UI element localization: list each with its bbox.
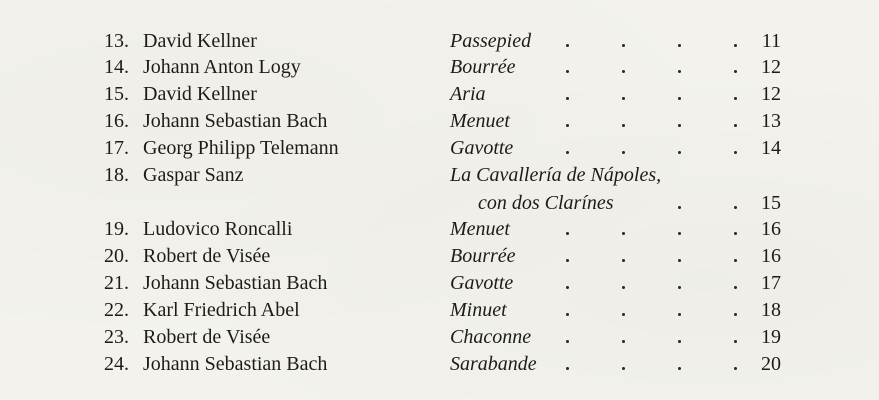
entry-composer: Johann Sebastian Bach [143,110,328,132]
entry-composer: David Kellner [143,30,257,52]
leader-dot [678,70,681,73]
entry-number: 15. [104,83,129,105]
entry-page-number: 16 [761,218,781,240]
toc-entry [0,81,879,107]
entry-composer: Robert de Visée [143,326,271,348]
entry-number: 13. [104,30,129,52]
entry-title: Sarabande [450,353,537,375]
leader-dot [566,367,569,370]
entry-composer: Johann Anton Logy [143,56,301,78]
leader-dot [734,313,737,316]
entry-title-line2: con dos Clarínes [478,192,614,214]
entry-composer: Ludovico Roncalli [143,218,293,240]
entry-page-number: 16 [761,245,781,267]
entry-page-number: 18 [761,299,781,321]
toc-entry [0,297,879,323]
toc-entry [0,270,879,296]
entry-number: 20. [104,245,129,267]
toc-entry-continuation [0,190,879,216]
toc-entry [0,243,879,269]
leader-dot [678,206,681,209]
entry-composer: Johann Sebastian Bach [143,272,328,294]
leader-dot [734,97,737,100]
toc-entry [0,28,879,54]
entry-title: Bourrée [450,245,516,267]
leader-dot [734,151,737,154]
entry-number: 17. [104,137,129,159]
entry-composer: Gaspar Sanz [143,164,244,186]
leader-dot [678,124,681,127]
entry-page-number: 17 [761,272,781,294]
leader-dot [622,259,625,262]
leader-dot [566,232,569,235]
leader-dot [622,232,625,235]
leader-dot [734,286,737,289]
leader-dot [678,367,681,370]
toc-entry [0,216,879,242]
entry-title: Bourrée [450,56,516,78]
entry-page-number: 19 [761,326,781,348]
leader-dot [622,97,625,100]
leader-dot [734,206,737,209]
entry-page-number: 12 [761,56,781,78]
leader-dot [734,367,737,370]
entry-title: Gavotte [450,272,514,294]
leader-dot [622,286,625,289]
entry-page-number: 20 [761,353,781,375]
leader-dot [622,70,625,73]
entry-page-number: 12 [761,83,781,105]
entry-number: 16. [104,110,129,132]
leader-dot [566,124,569,127]
entry-page-number: 15 [761,192,781,214]
entry-title: Minuet [450,299,507,321]
entry-title: Passepied [450,30,532,52]
leader-dot [566,97,569,100]
leader-dot [678,313,681,316]
leader-dot [678,232,681,235]
leader-dot [566,286,569,289]
leader-dot [678,97,681,100]
leader-dot [622,151,625,154]
leader-dot [734,44,737,47]
toc-entry [0,351,879,377]
leader-dot [566,151,569,154]
entry-composer: Robert de Visée [143,245,271,267]
toc-entry [0,108,879,134]
entry-number: 24. [104,353,129,375]
leader-dot [734,340,737,343]
leader-dot [734,70,737,73]
leader-dot [734,232,737,235]
leader-dot [622,313,625,316]
leader-dot [678,286,681,289]
entry-page-number: 11 [761,30,781,52]
entry-page-number: 14 [761,137,781,159]
leader-dot [734,259,737,262]
toc-entry [0,54,879,80]
toc-entry [0,135,879,161]
entry-composer: Georg Philipp Telemann [143,137,339,159]
entry-number: 19. [104,218,129,240]
leader-dot [566,44,569,47]
leader-dot [622,124,625,127]
entry-number: 14. [104,56,129,78]
entry-composer: Karl Friedrich Abel [143,299,300,321]
entry-page-number: 13 [761,110,781,132]
leader-dot [678,44,681,47]
entry-number: 18. [104,164,129,186]
entry-composer: David Kellner [143,83,257,105]
entry-composer: Johann Sebastian Bach [143,353,328,375]
leader-dot [566,70,569,73]
entry-number: 23. [104,326,129,348]
entry-title: Chaconne [450,326,532,348]
leader-dot [566,340,569,343]
entry-title: Menuet [450,218,510,240]
leader-dot [622,340,625,343]
leader-dot [734,124,737,127]
leader-dot [622,367,625,370]
leader-dot [678,259,681,262]
leader-dot [622,44,625,47]
leader-dot [678,340,681,343]
leader-dot [678,151,681,154]
toc-entry [0,162,879,188]
entry-number: 22. [104,299,129,321]
toc-entry [0,324,879,350]
leader-dot [566,313,569,316]
entry-title: La Cavallería de Nápoles, [450,164,662,186]
entry-title: Gavotte [450,137,514,159]
leader-dot [566,259,569,262]
entry-title: Aria [450,83,486,105]
entry-number: 21. [104,272,129,294]
entry-title: Menuet [450,110,510,132]
